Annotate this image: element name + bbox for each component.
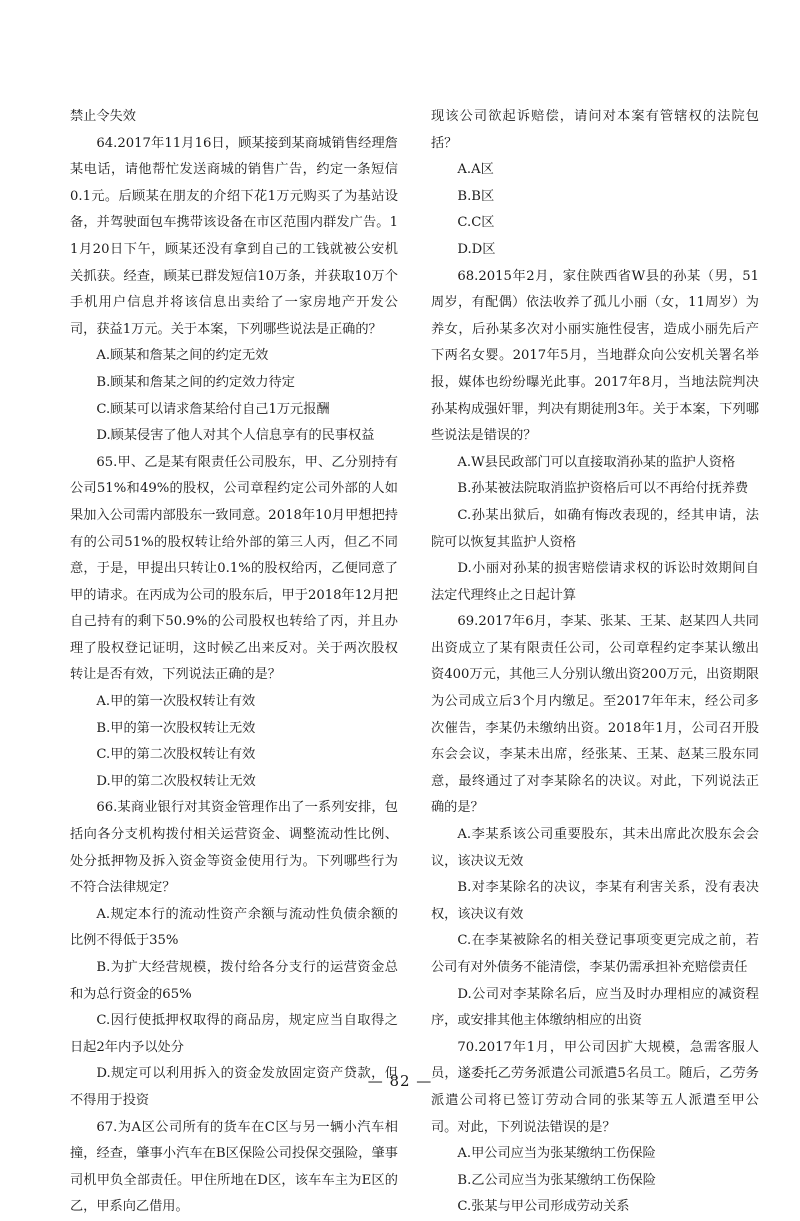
question-66-option-d: D.规定可以利用拆入的资金发放固定资产贷款，但不得用于投资 — [70, 1066, 398, 1108]
question-65-option-b: B.甲的第一次股权转让无效 — [96, 720, 256, 736]
question-65-stem: 65.甲、乙是某有限责任公司股东，甲、乙分别持有公司51%和49%的股权，公司章程约定公司外部的人如果加入公司需内部股东一致同意。2018年10月甲想把持有的公司51%的股权转让给外部的第三人丙，但乙不同意，于是，甲提出只转让0.1%的股权给丙，乙便同意了甲的请求。在丙成为公司的股东后，甲于2018年12月把自己持有的剩下50.9%的公司股权也转给了丙，并且办理了股权登记证明，这时候乙出来反对。关于两次股权转让是否有效，下列说法正确的是？ — [70, 454, 398, 683]
question-69-option-a: A.李某系该公司重要股东，其未出席此次股东会会议，该决议无效 — [431, 827, 759, 869]
carry-over-text: 禁止令失效 — [70, 109, 136, 124]
question-66-option-b: B.为扩大经营规模，拨付给各分支行的运营资金总和为总行资金的65% — [70, 960, 398, 1002]
question-64-stem: 64.2017年11月16日，顾某接到某商城销售经理詹某电话，请他帮忙发送商城的销售广告，约定一条短信0.1元。后顾某在朋友的介绍下花1万元购买了为基站设备，并驾驶面包车携带该设备在市区范围内群发广告。11月20日下午，顾某还没有拿到自己的工钱就被公安机关抓获。经查，顾某已群发短信10万条，并获取10万个手机用户信息并将该信息出卖给了一家房地产开发公司，获益1万元。关于本案，下列哪些说法是正确的？ — [70, 135, 398, 337]
left-column — [70, 104, 398, 1221]
question-68-option-c: C.孙某出狱后，如确有悔改表现的，经其申请，法院可以恢复其监护人资格 — [431, 507, 759, 550]
question-64-option-b: B.顾某和詹某之间的约定效力待定 — [96, 374, 295, 390]
question-68-stem: 68.2015年2月，家住陕西省W县的孙某（男，51周岁，有配偶）依法收养了孤儿小丽（女，11周岁）为养女，后孙某多次对小丽实施性侵害，造成小丽先后产下两名女婴。2017年5月，当地群众向公安机关署名举报，媒体也纷纷曝光此事。2017年8月，当地法院判决孙某构成强奸罪，判决有期徒刑3年。关于本案，下列哪些说法是错误的？ — [431, 268, 759, 444]
question-67-stem-continued: 现该公司欲起诉赔偿，请问对本案有管辖权的法院包括？ — [431, 109, 759, 151]
question-67-option-d: D.D区 — [457, 241, 496, 257]
question-69-stem: 69.2017年6月，李某、张某、王某、赵某四人共同出资成立了某有限责任公司，公司章程约定李某认缴出资400万元，其他三人分别认缴出资200万元，出资期限为公司成立后3个月内缴足。至2017年年末，经公司多次催告，李某仍未缴纳出资。2018年1月，公司召开股东会会议，李某未出席，经张某、王某、赵某三股东同意，最终通过了对李某除名的决议。对此，下列说法正确的是？ — [431, 614, 759, 816]
question-65-option-a: A.甲的第一次股权转让有效 — [96, 694, 256, 710]
question-69-option-c: C.在李某被除名的相关登记事项变更完成之前，若公司有对外债务不能清偿，李某仍需承担补充赔偿责任 — [431, 933, 759, 975]
question-68-option-d: D.小丽对孙某的损害赔偿请求权的诉讼时效期间自法定代理终止之日起计算 — [431, 561, 759, 603]
question-68-option-b: B.孙某被法院取消监护资格后可以不再给付抚养费 — [457, 481, 749, 497]
question-68-option-a: A.W县民政部门可以直接取消孙某的监护人资格 — [457, 454, 736, 470]
question-70-stem: 70.2017年1月，甲公司因扩大规模，急需客服人员，遂委托乙劳务派遣公司派遣5名员工。随后，乙劳务派遣公司将已签订劳动合同的张某等五人派遣至甲公司。对此，下列说法错误的是？ — [431, 1039, 759, 1135]
page-number: — 82 — — [367, 1072, 433, 1090]
question-69-option-d: D.公司对李某除名后，应当及时办理相应的减资程序，或安排其他主体缴纳相应的出资 — [431, 986, 759, 1029]
question-66-option-c: C.因行使抵押权取得的商品房，规定应当自取得之日起2年内予以处分 — [70, 1013, 398, 1055]
right-column — [431, 104, 759, 1221]
question-66-stem: 66.某商业银行对其资金管理作出了一系列安排，包括向各分支机构拨付相关运营资金、调整流动性比例、处分抵押物及拆入资金等资金使用行为。下列哪些行为不符合法律规定？ — [70, 800, 398, 896]
question-64-option-d: D.顾某侵害了他人对其个人信息享有的民事权益 — [96, 428, 375, 444]
question-67-option-c: C.C区 — [457, 215, 495, 231]
question-65-option-c: C.甲的第二次股权转让有效 — [96, 747, 256, 763]
question-64-option-c: C.顾某可以请求詹某给付自己1万元报酬 — [96, 401, 330, 417]
question-70-option-a: A.甲公司应当为张某缴纳工伤保险 — [457, 1146, 656, 1162]
question-70-option-b: B.乙公司应当为张某缴纳工伤保险 — [457, 1172, 656, 1188]
question-67-stem: 67.为A区公司所有的货车在C区与另一辆小汽车相撞，经查，肇事小汽车在B区保险公司投保交强险，肇事司机甲负全部责任。甲住所地在D区，该车车主为E区的乙，甲系向乙借用。 — [70, 1119, 398, 1215]
question-65-option-d: D.甲的第二次股权转让无效 — [96, 773, 256, 789]
question-66-option-a: A.规定本行的流动性资产余额与流动性负债余额的比例不得低于35% — [70, 906, 398, 949]
question-69-option-b: B.对李某除名的决议，李某有利害关系，没有表决权，该决议有效 — [431, 880, 759, 922]
question-64-option-a: A.顾某和詹某之间的约定无效 — [96, 348, 269, 364]
question-67-option-a: A.A区 — [457, 162, 494, 178]
question-70-option-c: C.张某与甲公司形成劳动关系 — [457, 1199, 630, 1215]
question-67-option-b: B.B区 — [457, 188, 495, 204]
